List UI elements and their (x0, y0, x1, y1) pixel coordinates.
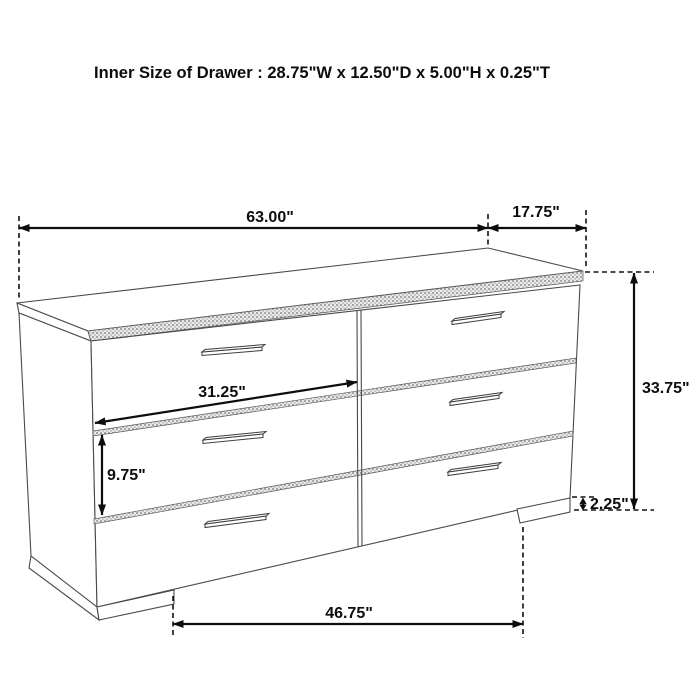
base-width-label: 46.75" (325, 605, 373, 622)
drawer-stack-height-label: 9.75" (107, 467, 146, 484)
diagram-title: Inner Size of Drawer : 28.75"W x 12.50"D x 5.00"H x 0.25"T (94, 64, 550, 82)
dresser-drawing (17, 248, 583, 620)
dimension-base-height (572, 496, 629, 513)
drawer-width-label: 31.25" (198, 384, 246, 401)
base-height-label: 2.25" (590, 496, 629, 513)
overall-width-label: 63.00" (246, 209, 294, 226)
top-depth-label: 17.75" (512, 204, 560, 221)
dimension-overall-height (574, 272, 690, 510)
overall-height-label: 33.75" (642, 380, 690, 397)
